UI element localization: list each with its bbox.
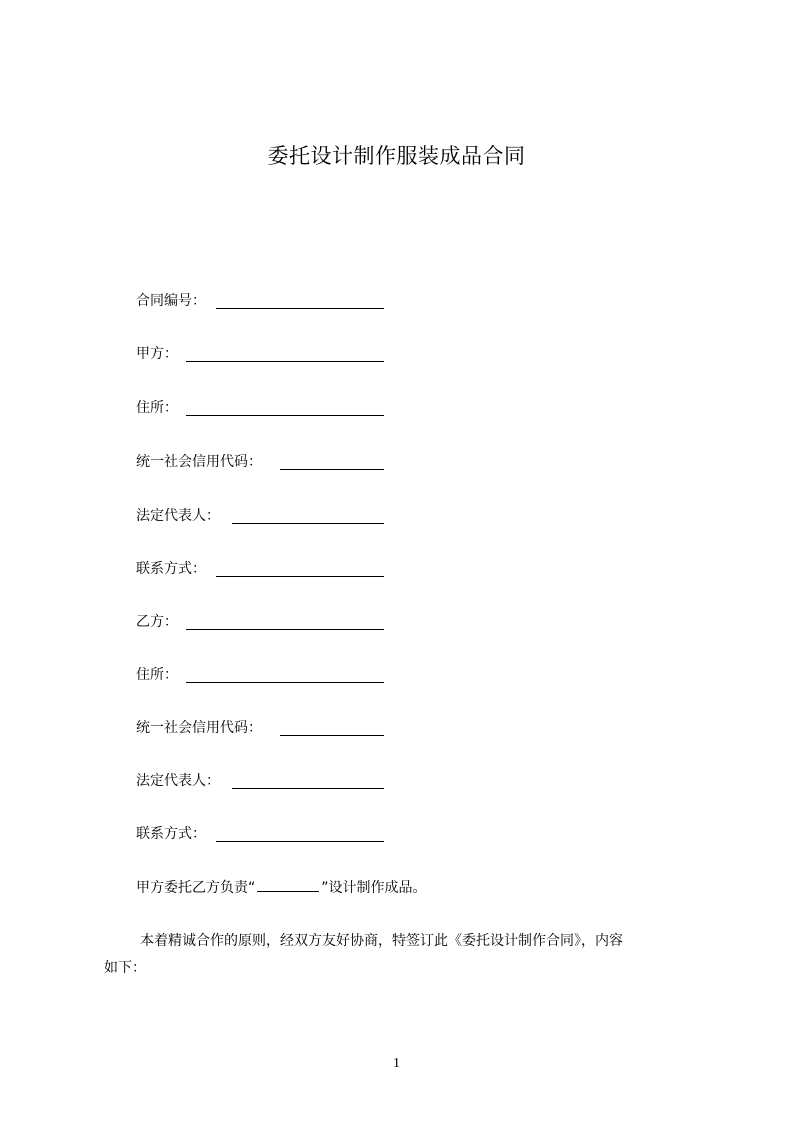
field-party-a-credit-code	[136, 452, 262, 472]
document-title: 委托设计制作服装成品合同	[267, 144, 526, 168]
fill-in-line	[232, 788, 384, 789]
fill-in-line	[216, 308, 384, 309]
field-party-b-legal-rep	[136, 771, 220, 791]
field-party-b-contact	[136, 824, 206, 844]
fill-in-line	[232, 523, 384, 524]
fill-in-line	[216, 576, 384, 577]
field-label: 统一社会信用代码：	[136, 454, 262, 470]
field-label: 法定代表人：	[136, 773, 220, 789]
field-contract-number	[136, 291, 206, 311]
field-label: 乙方：	[136, 614, 178, 630]
field-party-b	[136, 612, 178, 632]
fill-in-line	[216, 841, 384, 842]
field-label: 甲方：	[136, 346, 178, 362]
fill-in-line	[280, 469, 384, 470]
field-party-a-contact	[136, 559, 206, 579]
field-label: 合同编号：	[136, 293, 206, 309]
field-label: 法定代表人：	[136, 508, 220, 524]
field-party-a-address	[136, 398, 178, 418]
fill-in-line	[186, 629, 384, 630]
fill-in-line	[186, 415, 384, 416]
field-label: 联系方式：	[136, 561, 206, 577]
intro-paragraph-line2: 如下：	[104, 960, 146, 976]
commission-statement	[136, 877, 427, 898]
intro-paragraph-line1: 本着精诚合作的原则，经双方友好协商，特签订此《委托设计制作合同》，内容	[140, 933, 623, 949]
page-number: 1	[393, 1056, 400, 1071]
commission-text-before: 甲方委托乙方负责“	[136, 880, 256, 896]
field-party-b-credit-code	[136, 718, 262, 738]
fill-in-line	[257, 877, 319, 892]
fill-in-line	[186, 682, 384, 683]
field-party-a	[136, 344, 178, 364]
field-party-a-legal-rep	[136, 506, 220, 526]
field-label: 住所：	[136, 667, 178, 683]
fill-in-line	[280, 735, 384, 736]
field-label: 统一社会信用代码：	[136, 720, 262, 736]
field-party-b-address	[136, 665, 178, 685]
fill-in-line	[186, 361, 384, 362]
field-label: 联系方式：	[136, 826, 206, 842]
commission-text-after: ”设计制作成品。	[321, 880, 427, 896]
field-label: 住所：	[136, 400, 178, 416]
